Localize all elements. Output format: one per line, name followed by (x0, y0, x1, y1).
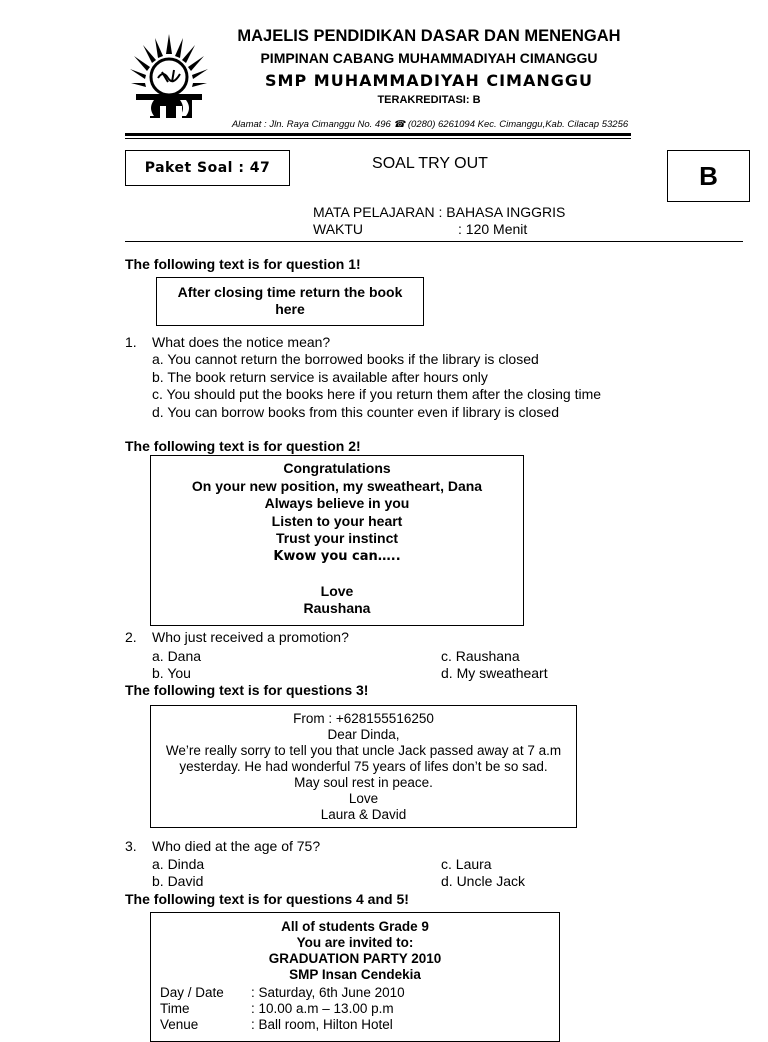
card-line: Listen to your heart (271, 512, 403, 529)
school-name: SMP MUHAMMADIYAH CIMANGGU (265, 71, 593, 90)
header-rule-thick (125, 133, 631, 136)
card-line: On your new position, my sweatheart, Dana (191, 477, 483, 494)
sms-line: From : +628155516250 (293, 711, 434, 726)
page-title: SOAL TRY OUT (372, 155, 488, 172)
q2-number: 2. (125, 629, 137, 645)
subject-rule (125, 241, 743, 242)
paket-label: Paket Soal : 47 (144, 160, 271, 176)
q3-number: 3. (125, 838, 137, 854)
q1-question: What does the notice mean? (152, 334, 331, 350)
invitation-box (150, 912, 560, 1042)
q2-question: Who just received a promotion? (152, 629, 349, 645)
invitation-line: SMP Insan Cendekia (289, 967, 421, 982)
q3-option-a: a. Dinda (152, 856, 205, 872)
row-label: Time (160, 1001, 190, 1016)
sms-line: We’re really sorry to tell you that uncle Jack passed away at 7 a.m (165, 743, 562, 758)
card-line: Love (320, 582, 354, 599)
q45-intro: The following text is for questions 4 and 5! (125, 891, 409, 907)
header-line1: MAJELIS PENDIDIKAN DASAR DAN MENENGAH (237, 27, 621, 45)
greeting-card (150, 455, 524, 626)
row-label: Day / Date (160, 985, 224, 1000)
invitation-line: GRADUATION PARTY 2010 (268, 951, 442, 966)
paket-box (125, 150, 290, 186)
card-line: Trust your instinct (275, 530, 399, 546)
card-line (151, 565, 523, 583)
q1-option-b: b. The book return service is available after hours only (152, 369, 488, 385)
header-rule-thin (125, 138, 631, 139)
q3-question: Who died at the age of 75? (152, 838, 321, 854)
q2-intro: The following text is for question 2! (125, 438, 361, 454)
notice-box (156, 277, 424, 326)
invitation-row (151, 1001, 559, 1017)
row-value: : 10.00 a.m – 13.00 p.m (251, 1001, 394, 1016)
version-box (667, 150, 750, 202)
q3-option-c: c. Laura (441, 856, 492, 872)
q1-option-c: c. You should put the books here if you return them after the closing time (152, 386, 602, 402)
q3-option-b: b. David (152, 873, 204, 889)
q3-option-d: d. Uncle Jack (441, 873, 526, 889)
invitation-line: You are invited to: (296, 935, 414, 950)
sms-line: yesterday. He had wonderful 75 years of lifes don’t be so sad. (179, 759, 548, 774)
q1-number: 1. (125, 334, 137, 350)
q1-option-a: a. You cannot return the borrowed books if the library is closed (152, 351, 539, 367)
row-value: : Saturday, 6th June 2010 (251, 985, 405, 1000)
card-line: Always believe in you (264, 495, 410, 511)
sms-box (150, 705, 577, 828)
q2-option-c: c. Raushana (441, 648, 520, 664)
card-line: Kwow you can….. (273, 548, 401, 564)
card-line: Congratulations (283, 460, 391, 476)
version-label: B (699, 161, 718, 191)
muhammadiyah-logo (128, 32, 210, 122)
row-label: Venue (160, 1017, 199, 1032)
invitation-row (151, 1017, 559, 1033)
sms-line: Laura & David (320, 807, 407, 822)
subject: MATA PELAJARAN : BAHASA INGGRIS (313, 204, 566, 220)
time-value: : 120 Menit (458, 221, 528, 237)
q3-intro: The following text is for questions 3! (125, 682, 369, 698)
invitation-line: All of students Grade 9 (281, 919, 429, 934)
q2-option-d: d. My sweatheart (441, 665, 548, 681)
sms-line: Love (348, 791, 379, 806)
sms-line: May soul rest in peace. (294, 775, 433, 790)
card-line: Raushana (303, 600, 371, 616)
notice-line: After closing time return the book (177, 284, 403, 300)
row-value: : Ball room, Hilton Hotel (251, 1017, 393, 1032)
q2-option-a: a. Dana (152, 648, 202, 664)
accreditation: TERAKREDITASI: B (377, 94, 481, 106)
q1-intro: The following text is for question 1! (125, 256, 361, 272)
sms-line: Dear Dinda, (327, 727, 400, 742)
address: Alamat : Jln. Raya Cimanggu No. 496 ☎ (0280) 6261094 Kec. Cimanggu,Kab. Cilacap 53256 (231, 119, 629, 130)
notice-line: here (275, 301, 305, 317)
q2-option-b: b. You (152, 665, 191, 681)
header-line2: PIMPINAN CABANG MUHAMMADIYAH CIMANGGU (260, 50, 598, 66)
invitation-row (151, 985, 559, 1001)
q1-option-d: d. You can borrow books from this counter even if library is closed (152, 404, 559, 420)
time-label: WAKTU (313, 221, 364, 237)
